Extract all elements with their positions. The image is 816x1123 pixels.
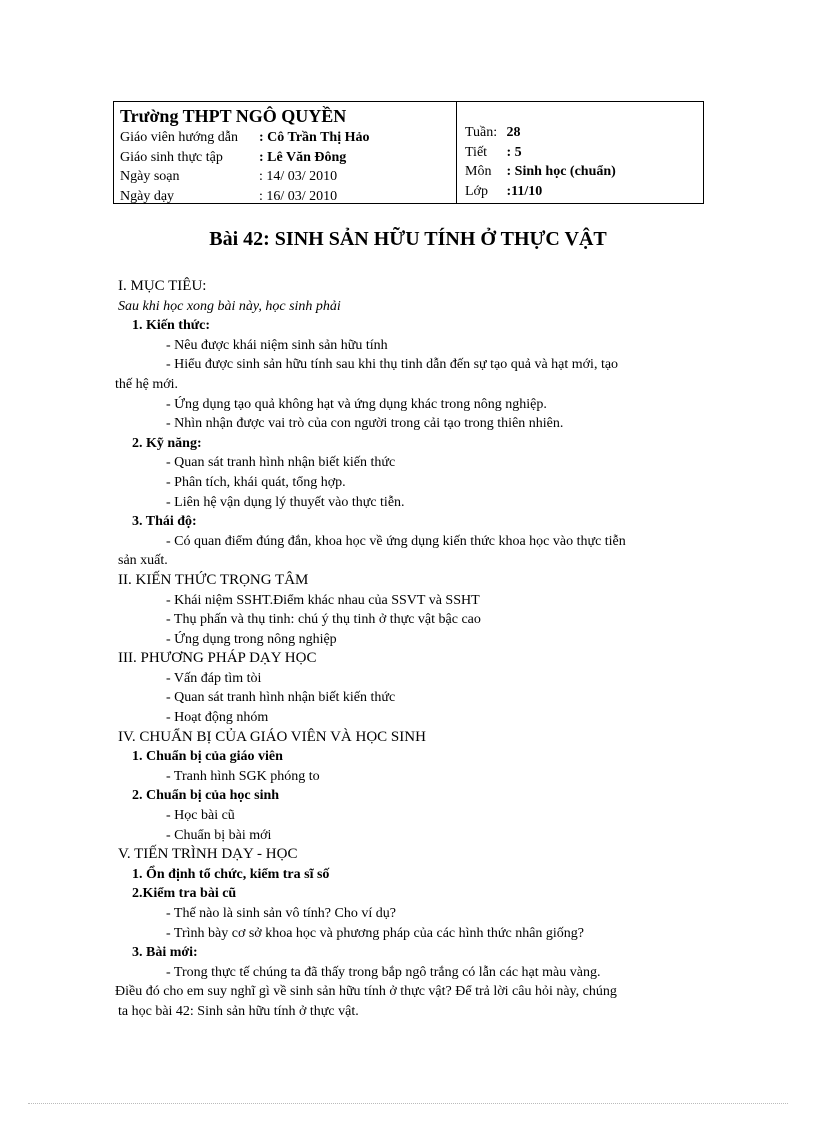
header-label: Lớp xyxy=(465,183,488,199)
header-left-cell xyxy=(114,102,457,203)
header-label: Môn xyxy=(465,164,492,179)
subsection-heading: 2. Chuẩn bị của học sinh xyxy=(132,788,280,804)
school-name: Trường THPT NGÔ QUYỀN xyxy=(120,106,347,126)
list-item: - Thế nào là sinh sản vô tính? Cho ví dụ? xyxy=(166,906,396,921)
header-value: : Sinh học (chuẩn) xyxy=(506,164,616,179)
list-item: - Ứng dụng trong nông nghiệp xyxy=(166,631,337,647)
subsection-heading: 3. Bài mới: xyxy=(132,945,198,961)
subsection-heading: 2. Kỹ năng: xyxy=(132,435,202,451)
list-item: - Vấn đáp tìm tòi xyxy=(166,670,262,686)
section-heading: III. PHƯƠNG PHÁP DẠY HỌC xyxy=(118,650,317,667)
list-item: - Nêu được khái niệm sinh sản hữu tính xyxy=(166,337,388,353)
list-item: - Khái niệm SSHT.Điểm khác nhau của SSVT và SSHT xyxy=(166,592,480,608)
header-value: : 5 xyxy=(506,144,522,160)
header-row-prepared-date xyxy=(120,167,456,187)
list-item-continuation: sản xuất. xyxy=(118,553,168,569)
header-week xyxy=(465,123,703,143)
header-label: Ngày dạy xyxy=(120,188,175,204)
subsection-heading: 1. Ổn định tổ chức, kiểm tra sĩ số xyxy=(132,866,330,882)
subsection-heading: 3. Thái độ: xyxy=(132,514,197,530)
list-item: - Hoạt động nhóm xyxy=(166,710,269,726)
list-item: - Ứng dụng tạo quả không hạt và ứng dụng khác trong nông nghiệp. xyxy=(166,396,547,412)
header-value: : 14/ 03/ 2010 xyxy=(259,169,338,184)
list-item: - Quan sát tranh hình nhận biết kiến thức xyxy=(166,455,396,471)
list-item: - Trong thực tế chúng ta đã thấy trong bắp ngô trắng có lẫn các hạt màu vàng. xyxy=(166,964,601,980)
list-item: - Liên hệ vận dụng lý thuyết vào thực tiễn. xyxy=(166,494,405,510)
header-box xyxy=(113,101,704,204)
list-item: - Hiểu được sinh sản hữu tính sau khi thụ tinh dẫn đến sự tạo quả và hạt mới, tạo xyxy=(166,357,619,373)
header-value: : Lê Văn Đông xyxy=(259,149,347,165)
list-item: - Tranh hình SGK phóng to xyxy=(166,768,320,784)
list-item: - Có quan điểm đúng đắn, khoa học về ứng dụng kiến thức khoa học vào thực tiễn xyxy=(166,533,626,549)
lesson-title: Bài 42: SINH SẢN HỮU TÍNH Ở THỰC VẬT xyxy=(209,228,607,250)
section-heading: IV. CHUẨN BỊ CỦA GIÁO VIÊN VÀ HỌC SINH xyxy=(118,728,426,745)
list-item: - Nhìn nhận được vai trò của con người trong cải tạo trong thiên nhiên. xyxy=(166,416,564,432)
header-value: : Cô Trần Thị Hảo xyxy=(259,130,370,145)
header-subject xyxy=(465,162,703,182)
list-item-continuation: thế hệ mới. xyxy=(115,376,178,392)
list-item: - Học bài cũ xyxy=(166,808,235,824)
header-right-cell xyxy=(457,102,703,203)
header-value: 28 xyxy=(506,125,521,140)
list-item-continuation: Điều đó cho em suy nghĩ gì về sinh sản hữu tính ở thực vật? Để trả lời câu hỏi này, chúng xyxy=(115,984,617,1000)
subsection-heading: 1. Kiến thức: xyxy=(132,318,211,334)
header-label: Giáo sinh thực tập xyxy=(120,149,223,165)
list-item: - Quan sát tranh hình nhận biết kiến thức xyxy=(166,690,396,706)
header-label: Tiết xyxy=(465,144,488,160)
subsection-heading: 2.Kiểm tra bài cũ xyxy=(132,886,237,902)
section-heading: V. TIẾN TRÌNH DẠY - HỌC xyxy=(118,846,298,863)
header-row-instructor xyxy=(120,128,456,148)
list-item: - Phân tích, khái quát, tổng hợp. xyxy=(166,474,346,490)
section-intro: Sau khi học xong bài này, học sinh phải xyxy=(118,298,341,314)
header-label: Giáo viên hướng dẫn xyxy=(120,130,239,145)
header-label: Tuần: xyxy=(465,125,498,140)
header-label: Ngày soạn xyxy=(120,169,180,184)
list-item: - Thụ phấn và thụ tinh: chú ý thụ tinh ở thực vật bậc cao xyxy=(166,612,481,628)
header-value: :11/10 xyxy=(506,183,543,199)
section-heading: I. MỤC TIÊU: xyxy=(118,278,207,294)
header-class xyxy=(465,182,703,202)
header-row-teaching-date xyxy=(120,187,456,207)
page-bottom-divider xyxy=(28,1103,788,1104)
lesson-body xyxy=(115,277,698,1022)
list-item-continuation: ta học bài 42: Sinh sản hữu tính ở thực vật. xyxy=(118,1003,359,1019)
list-item: - Trình bày cơ sở khoa học và phương pháp của các hình thức nhân giống? xyxy=(166,925,585,941)
section-heading: II. KIẾN THỨC TRỌNG TÂM xyxy=(118,571,309,588)
list-item: - Chuẩn bị bài mới xyxy=(166,827,272,843)
header-value: : 16/ 03/ 2010 xyxy=(259,188,338,204)
header-row-student-teacher xyxy=(120,148,456,168)
subsection-heading: 1. Chuẩn bị của giáo viên xyxy=(132,749,283,765)
header-period xyxy=(465,143,703,163)
